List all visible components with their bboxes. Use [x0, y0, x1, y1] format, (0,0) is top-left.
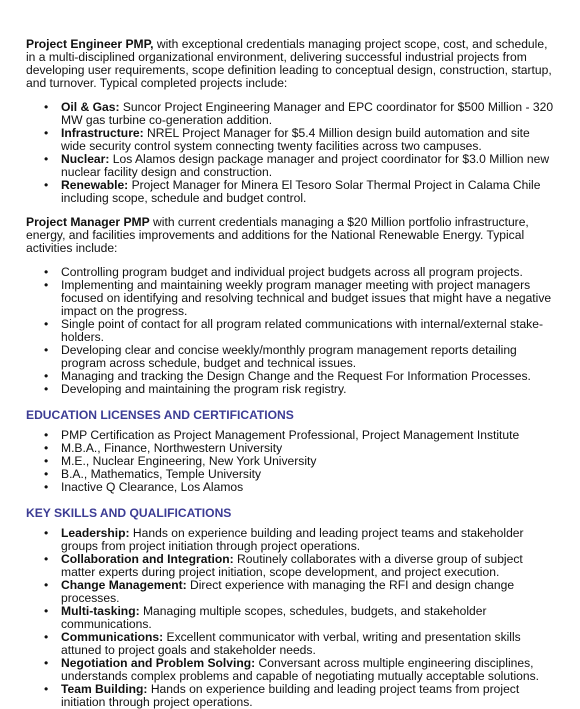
list-item: • B.A., Mathematics, Temple University [26, 468, 554, 481]
summary-lead: Project Engineer PMP, [26, 37, 154, 51]
list-item: • Controlling program budget and individual project budgets across all program projects. [26, 266, 554, 279]
project-list [26, 101, 554, 205]
manager-lead: Project Manager PMP [26, 215, 150, 229]
list-item: • Managing and tracking the Design Change and the Request For Information Processes. [26, 370, 554, 383]
list-item: • Collaboration and Integration: Routinely collaborates with a diverse group of subject matter experts during project initiation, scope development, and project execution. [26, 553, 554, 579]
list-item: • Developing and maintaining the program risk registry. [26, 383, 554, 396]
resume-document [26, 38, 554, 709]
list-item: • Infrastructure: NREL Project Manager for $5.4 Million design build automation and site wide security control system connecting twenty facilities across two campuses. [26, 127, 554, 153]
list-item: • Oil & Gas: Suncor Project Engineering Manager and EPC coordinator for $500 Million - 320 MW gas turbine co-generation addition. [26, 101, 554, 127]
list-item: • Nuclear: Los Alamos design package manager and project coordinator for $3.0 Million new nuclear facility design and construction. [26, 153, 554, 179]
skills-heading: KEY SKILLS AND QUALIFICATIONS [26, 506, 232, 520]
list-item: • M.E., Nuclear Engineering, New York University [26, 455, 554, 468]
activity-list [26, 266, 554, 396]
education-list [26, 429, 554, 494]
list-item: • PMP Certification as Project Management Professional, Project Management Institute [26, 429, 554, 442]
summary-text: with exceptional credentials managing project scope, cost, and schedule, in a multi-disciplined organizational environment, delivering successful industrial projects from developing user requirements, scope definition leading to conceptual design, construction, startup, and turnover. Typical completed projects include: [26, 37, 552, 90]
list-item: • Communications: Excellent communicator with verbal, writing and presentation skills attuned to project goals and stakeholder needs. [26, 631, 554, 657]
list-item: • Implementing and maintaining weekly program manager meeting with project managers focused on identifying and resolving technical and budget issues that might have a negative impact on the progress. [26, 279, 554, 318]
skills-list [26, 527, 554, 709]
manager-text: with current credentials managing a $20 Million portfolio infrastructure, energy, and facilities improvements and additions for the National Renewable Energy. Typical activities include: [26, 215, 529, 255]
list-item: • Renewable: Project Manager for Minera El Tesoro Solar Thermal Project in Calama Chile including scope, schedule and budget control. [26, 179, 554, 205]
list-item: • Inactive Q Clearance, Los Alamos [26, 481, 554, 494]
list-item: • Leadership: Hands on experience building and leading project teams and stakeholder groups from project initiation through project operations. [26, 527, 554, 553]
list-item: • Negotiation and Problem Solving: Conversant across multiple engineering disciplines, understands complex problems and capable of negotiating mutually acceptable solutions. [26, 657, 554, 683]
list-item: • Developing clear and concise weekly/monthly program management reports detailing program across schedule, budget and technical issues. [26, 344, 554, 370]
education-heading: EDUCATION LICENSES AND CERTIFICATIONS [26, 408, 294, 422]
summary-paragraph [26, 38, 554, 90]
list-item: • Multi-tasking: Managing multiple scopes, schedules, budgets, and stakeholder communications. [26, 605, 554, 631]
list-item: • Team Building: Hands on experience building and leading project teams from project initiation through project operations. [26, 683, 554, 709]
list-item: • Change Management: Direct experience with managing the RFI and design change processes. [26, 579, 554, 605]
manager-paragraph [26, 216, 554, 255]
list-item: • M.B.A., Finance, Northwestern University [26, 442, 554, 455]
list-item: • Single point of contact for all program related communications with internal/external stake-holders. [26, 318, 554, 344]
